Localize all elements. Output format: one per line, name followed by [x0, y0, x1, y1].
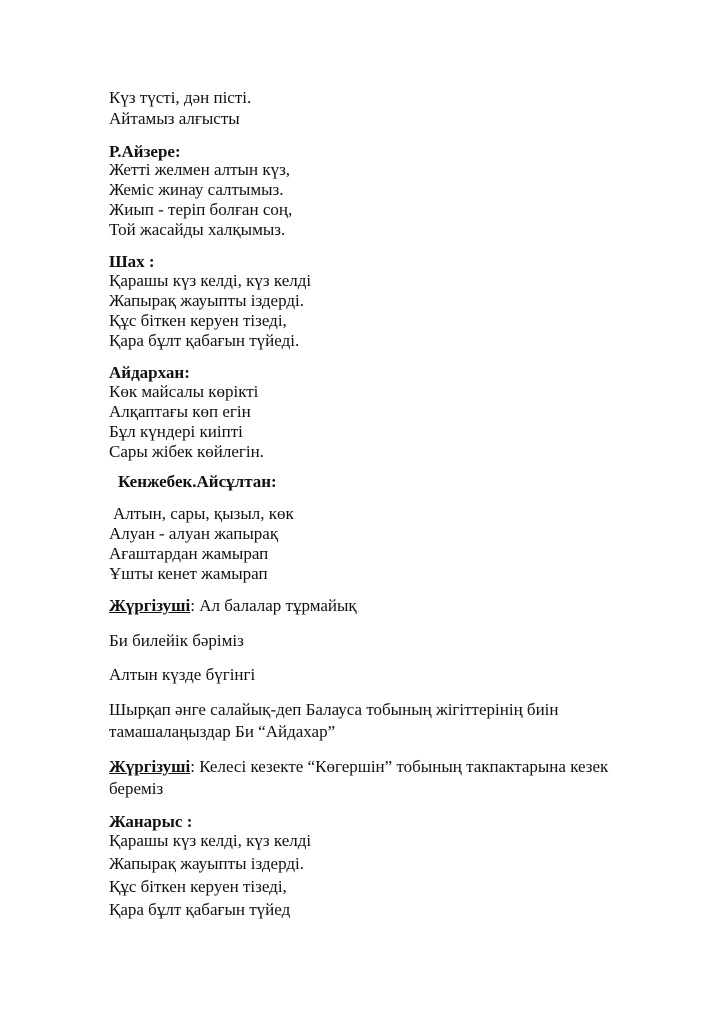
paragraph-line: Би билейік бәріміз — [109, 631, 244, 650]
paragraph-line: Алтын күзде бүгінгі — [109, 665, 256, 684]
poem-line: Күз түсті, дән пісті. — [109, 88, 252, 107]
speaker-heading: Р.Айзере: — [109, 142, 181, 161]
poem-line: Ағаштардан жамырап — [109, 544, 269, 563]
poem-line: Құс біткен керуен тізеді, — [109, 877, 287, 896]
poem-line: Жиып - теріп болған соң, — [109, 200, 293, 219]
poem-line: Көк майсалы көрікті — [109, 382, 259, 401]
poem-line: Қарашы күз келді, күз келді — [109, 271, 312, 290]
speaker-heading: Шах : — [109, 252, 155, 271]
poem-line: Алқаптағы көп егін — [109, 402, 251, 421]
host-line-continuation: береміз — [109, 779, 164, 798]
speaker-heading: Кенжебек.Айсұлтан: — [118, 472, 277, 491]
poem-line: Қара бұлт қабағын түйед — [109, 900, 291, 919]
poem-line: Қара бұлт қабағын түйеді. — [109, 331, 300, 350]
host-line — [109, 756, 608, 777]
host-speaker: Жүргізуші — [109, 596, 191, 615]
poem-line: Бұл күндері киіпті — [109, 422, 243, 441]
poem-line: Жетті желмен алтын күз, — [109, 160, 291, 179]
paragraph-line: тамашалаңыздар Би “Айдахар” — [109, 722, 336, 741]
host-speaker: Жүргізуші — [109, 757, 191, 776]
poem-line: Жапырақ жауыпты іздерді. — [109, 291, 304, 310]
poem-line: Жеміс жинау салтымыз. — [109, 180, 284, 199]
speaker-heading: Айдархан: — [109, 363, 190, 382]
poem-line: Айтамыз алғысты — [109, 109, 240, 128]
host-text: : Ал балалар тұрмайық — [190, 596, 357, 615]
poem-line: Алтын, сары, қызыл, көк — [113, 504, 294, 523]
poem-line: Қарашы күз келді, күз келді — [109, 831, 312, 850]
poem-line: Сары жібек көйлегін. — [109, 442, 264, 461]
poem-line: Жапырақ жауыпты іздерді. — [109, 854, 304, 873]
poem-line: Ұшты кенет жамырап — [109, 564, 268, 583]
host-line — [109, 595, 357, 616]
poem-line: Құс біткен керуен тізеді, — [109, 311, 287, 330]
speaker-heading: Жанарыс : — [109, 812, 193, 831]
host-text: : Келесі кезекте “Көгершін” тобының такпактарына кезек — [190, 757, 609, 776]
poem-line: Алуан - алуан жапырақ — [109, 524, 279, 543]
paragraph-line: Шырқап әнге салайық-деп Балауса тобының жігіттерінің биін — [109, 700, 559, 719]
poem-line: Той жасайды халқымыз. — [109, 220, 286, 239]
